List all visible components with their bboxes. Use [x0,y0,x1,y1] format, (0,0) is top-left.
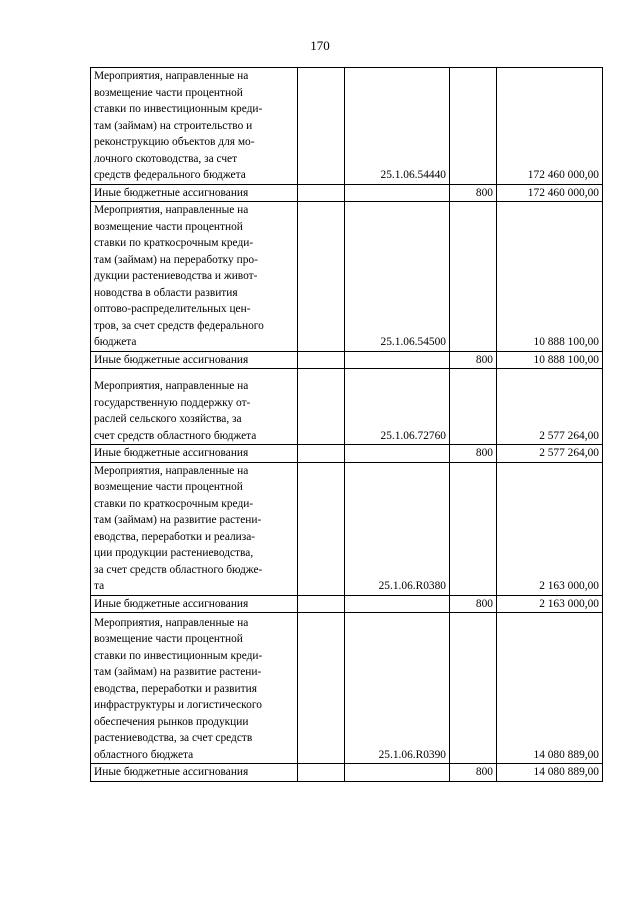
table-row [91,595,603,613]
row-code-cell: 25.1.06.54500 [345,202,450,352]
row-code-cell [345,445,450,463]
table-row [91,764,603,782]
table-row [91,445,603,463]
row-name-cell [91,764,298,782]
table-row [91,202,603,352]
row-type-cell [450,68,497,185]
table-row [91,184,603,202]
measure-name: Мероприятия, направленные на возмещение части процентной ставки по краткосрочным креди- там (займам) на переработку про- дукции растениеводства и живот- новодства в области развития оптово-распределительных цен- тров, за счет средств федерального бюджета [94,204,264,348]
row-name-cell [91,595,298,613]
row-section-cell [298,613,345,764]
row-amount-cell: 14 080 889,00 [497,613,603,764]
row-name-cell [91,202,298,352]
table-row [91,351,603,369]
row-amount-cell: 14 080 889,00 [497,764,603,782]
row-name-cell [91,445,298,463]
row-type-cell: 800 [450,351,497,369]
row-type-cell: 800 [450,445,497,463]
row-type-cell [450,462,497,595]
row-name-cell [91,351,298,369]
row-amount-cell: 172 460 000,00 [497,184,603,202]
row-type-cell [450,202,497,352]
row-section-cell [298,595,345,613]
table-row [91,369,603,445]
measure-name: Мероприятия, направленные на возмещение части процентной ставки по инвестиционным креди- там (займам) на развитие растени- еводства, переработки и развития инфраструктуры и логистического обеспечения рынков продукции растениеводства, за счет средств областного бюджета [94,616,263,761]
row-code-cell: 25.1.06.R0380 [345,462,450,595]
row-name-cell [91,68,298,185]
row-section-cell [298,764,345,782]
row-section-cell [298,445,345,463]
allocation-name: Иные бюджетные ассигнования [94,353,249,366]
measure-name: Мероприятия, направленные на возмещение части процентной ставки по краткосрочным креди- там (займам) на развитие растени- еводства, переработки и реализа- ции продукции растениеводства, за счет средств областного бюдже- та [94,464,263,592]
row-amount-cell: 2 577 264,00 [497,369,603,445]
allocation-name: Иные бюджетные ассигнования [94,766,249,778]
row-type-cell [450,613,497,764]
row-code-cell: 25.1.06.R0390 [345,613,450,764]
row-name-cell [91,613,298,764]
table-row [91,68,603,185]
budget-table-body [91,68,603,782]
row-section-cell [298,462,345,595]
row-amount-cell: 10 888 100,00 [497,351,603,369]
page-number: 170 [310,38,330,53]
row-section-cell [298,184,345,202]
row-type-cell [450,369,497,445]
row-type-cell: 800 [450,184,497,202]
row-type-cell: 800 [450,595,497,613]
row-code-cell [345,184,450,202]
row-name-cell [91,184,298,202]
row-section-cell [298,351,345,369]
row-name-cell [91,462,298,595]
row-section-cell [298,202,345,352]
row-amount-cell: 2 163 000,00 [497,462,603,595]
row-section-cell [298,68,345,185]
measure-name: Мероприятия, направленные на возмещение части процентной ставки по инвестиционным креди- там (займам) на строительство и реконструкцию объектов для мо- лочного скотоводства, за счет средств федерального бюджета [94,70,263,181]
budget-table [90,67,603,782]
row-code-cell [345,595,450,613]
table-row [91,462,603,595]
allocation-name: Иные бюджетные ассигнования [94,447,249,459]
row-name-cell [91,369,298,445]
row-code-cell [345,764,450,782]
table-row [91,613,603,764]
measure-name: Мероприятия, направленные на государственную поддержку от- раслей сельского хозяйства, за счет средств областного бюджета [94,380,257,442]
row-amount-cell: 2 577 264,00 [497,445,603,463]
allocation-name: Иные бюджетные ассигнования [94,186,249,199]
allocation-name: Иные бюджетные ассигнования [94,597,249,610]
row-code-cell: 25.1.06.54440 [345,68,450,185]
row-amount-cell: 172 460 000,00 [497,68,603,185]
row-code-cell: 25.1.06.72760 [345,369,450,445]
row-amount-cell: 2 163 000,00 [497,595,603,613]
row-section-cell [298,369,345,445]
row-amount-cell: 10 888 100,00 [497,202,603,352]
row-code-cell [345,351,450,369]
row-type-cell: 800 [450,764,497,782]
